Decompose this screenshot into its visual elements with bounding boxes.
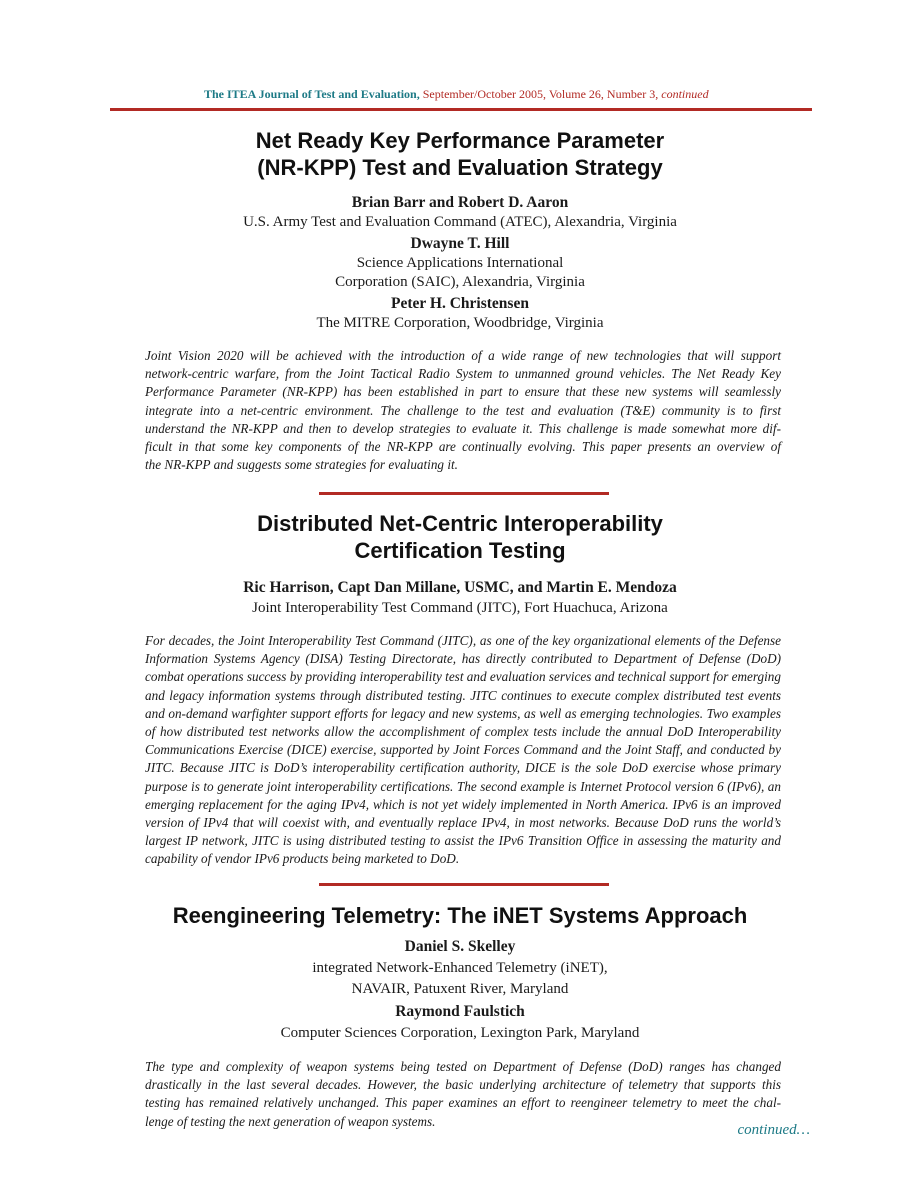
abstract-line: of how distributed test networks allow the accomplishment of complex tests include the annual DoD Interoperability <box>145 724 781 740</box>
article-1-title <box>110 127 810 181</box>
abstract-line: Communications Exercise (DICE) exercise, supported by Joint Forces Command and the Joint Staff, and conducted by <box>145 742 781 758</box>
article-1-affiliation-2a: Science Applications International <box>356 255 564 271</box>
running-head <box>204 86 764 102</box>
title-line: (NR-KPP) Test and Evaluation Strategy <box>257 155 663 180</box>
article-2-affiliation-1: Joint Interoperability Test Command (JITC), Fort Huachuca, Arizona <box>252 600 668 616</box>
article-3-title <box>110 902 810 929</box>
article-2-title <box>110 510 810 564</box>
header-continued: continued <box>661 87 709 101</box>
abstract-line: ficult in that some key components of the NR-KPP are continually evolving. This paper presents an overview of <box>145 439 781 455</box>
abstract-line: purpose is to generate joint interoperability certifications. The second example is Internet Protocol version 6 (IPv6), an <box>145 778 781 794</box>
header-rule <box>110 108 812 111</box>
article-2-abstract <box>145 632 781 869</box>
article-1-affiliation-2b: Corporation (SAIC), Alexandria, Virginia <box>335 274 585 290</box>
section-divider <box>319 883 609 886</box>
article-3-affiliation-1a: integrated Network-Enhanced Telemetry (iNET), <box>312 960 608 976</box>
abstract-line: Performance Parameter (NR-KPP) has been established in part to ensure that these new systems will seamlessly <box>145 384 781 400</box>
title-line: Certification Testing <box>354 538 566 563</box>
article-3-abstract <box>145 1058 781 1131</box>
article-1-affiliation-1: U.S. Army Test and Evaluation Command (ATEC), Alexandria, Virginia <box>243 214 677 230</box>
abstract-line: emerging replacement for the aging IPv4, which is not yet widely implemented in North America. IPv6 is an improved <box>145 796 781 812</box>
continued-link[interactable]: continued… <box>737 1122 810 1138</box>
abstract-line: The type and complexity of weapon systems being tested on Department of Defense (DoD) ranges has changed <box>145 1059 781 1074</box>
abstract-line: and on-demand warfighter support efforts for legacy and new systems, as well as emerging technologies. Two examples <box>145 705 781 721</box>
abstract-line: the NR-KPP and suggests some strategies for evaluating it. <box>145 457 458 473</box>
article-2-authors-1: Ric Harrison, Capt Dan Millane, USMC, and Martin E. Mendoza <box>243 579 677 596</box>
abstract-line: largest IP network, JITC is using distributed testing to assist the IPv6 Transition Office in assessing the maturity and <box>145 833 781 849</box>
title-line: Distributed Net-Centric Interoperability <box>257 511 663 536</box>
article-1-affiliation-3: The MITRE Corporation, Woodbridge, Virginia <box>316 315 604 331</box>
abstract-line: version of IPv4 that will coexist with, and eventually replace IPv4, in most networks. Because DoD runs the world’s <box>145 815 781 831</box>
abstract-line: JITC. Because JITC is DoD’s interoperability certification authority, DICE is the sole DoD exercise whose primary <box>145 760 781 776</box>
article-3-affiliation-2: Computer Sciences Corporation, Lexington Park, Maryland <box>280 1025 640 1041</box>
abstract-line: integrate into a net-centric environment. The challenge to the test and evaluation (T&E) community is to first <box>145 402 781 418</box>
article-1-authors-1: Brian Barr and Robert D. Aaron <box>351 194 569 211</box>
article-3-affiliation-1b: NAVAIR, Patuxent River, Maryland <box>351 981 569 997</box>
article-1-authors-3: Peter H. Christensen <box>391 295 529 312</box>
abstract-line: For decades, the Joint Interoperability Test Command (JITC), as one of the key organizational elements of the Defense <box>145 633 781 648</box>
journal-name: The ITEA Journal of Test and Evaluation, <box>204 87 420 101</box>
abstract-line: understand the NR-KPP and then to develop strategies to evaluate it. This challenge is made somewhat more dif- <box>145 420 781 436</box>
title-line: Reengineering Telemetry: The iNET Systems Approach <box>172 903 748 928</box>
article-3-authors-1: Daniel S. Skelley <box>404 938 516 955</box>
abstract-line: Joint Vision 2020 will be achieved with the introduction of a wide range of new technologies that will support <box>145 348 781 363</box>
abstract-line: testing has remained relatively unchanged. This paper examines an effort to reengineer telemetry to meet the chal- <box>145 1095 781 1111</box>
abstract-line: Information Systems Agency (DISA) Testing Directorate, has directly contributed to Department of Defense (DoD) <box>145 651 781 667</box>
abstract-line: combat operations success by providing interoperability test and evaluation services and technical support for emerging <box>145 669 781 685</box>
abstract-line: drastically in the last several decades. However, the basic underlying architecture of telemetry that supports this <box>145 1077 781 1093</box>
abstract-line: capability of vendor IPv6 products being marketed to DoD. <box>145 851 460 867</box>
issue-info: September/October 2005, Volume 26, Number 3, <box>422 87 659 101</box>
title-line: Net Ready Key Performance Parameter <box>255 128 665 153</box>
article-3-authors-2: Raymond Faulstich <box>395 1003 525 1020</box>
section-divider <box>319 492 609 495</box>
abstract-line: lenge of testing the next generation of weapon systems. <box>145 1113 436 1129</box>
article-1-abstract <box>145 347 781 474</box>
article-1-authors-2: Dwayne T. Hill <box>410 235 510 252</box>
abstract-line: network-centric warfare, from the Joint Tactical Radio System to unmanned ground vehicles. The Net Ready Key <box>145 366 781 382</box>
abstract-line: and legacy information systems through distributed testing. JITC continues to execute complex distributed test events <box>145 687 781 703</box>
